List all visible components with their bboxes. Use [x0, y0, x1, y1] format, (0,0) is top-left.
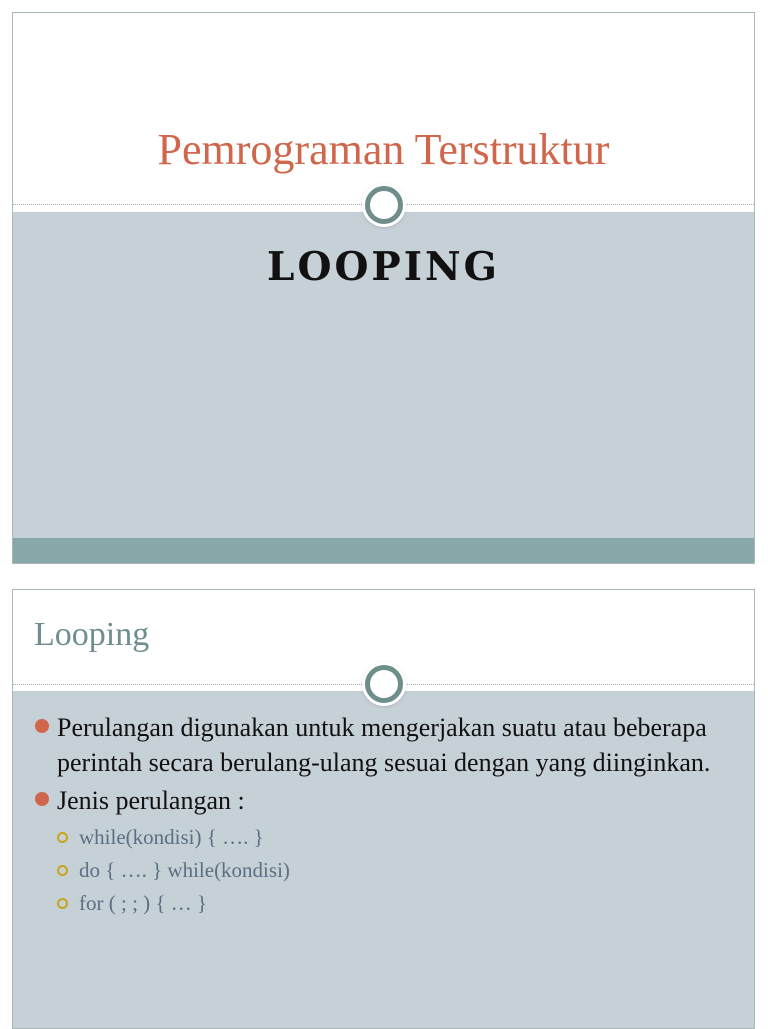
bullet-list — [35, 710, 734, 920]
sub-list-item — [57, 854, 734, 887]
slide-title: Looping — [34, 616, 150, 653]
presentation-title: Pemrograman Terstruktur — [157, 125, 610, 174]
circle-ornament-icon — [365, 665, 403, 703]
subtitle-panel — [13, 212, 754, 538]
sub-bullet-text: do { …. } while(kondisi) — [79, 858, 290, 882]
content-slide — [12, 589, 755, 1029]
sub-list-container — [35, 821, 734, 920]
ring-bullet-icon — [57, 898, 68, 909]
circle-ornament-icon — [365, 186, 403, 224]
title-area — [13, 13, 754, 205]
list-item — [35, 783, 734, 818]
sub-list-item — [57, 821, 734, 854]
title-slide — [12, 12, 755, 564]
sub-bullet-text: for ( ; ; ) { … } — [79, 891, 208, 915]
bullet-dot-icon — [35, 719, 49, 733]
presentation-subtitle: LOOPING — [267, 244, 500, 290]
sub-bullet-list — [57, 821, 734, 920]
list-item — [35, 710, 734, 780]
bullet-text: Jenis perulangan : — [57, 786, 245, 815]
footer-band — [13, 538, 754, 564]
ring-bullet-icon — [57, 865, 68, 876]
sub-list-item — [57, 887, 734, 920]
ring-bullet-icon — [57, 832, 68, 843]
bullet-dot-icon — [35, 792, 49, 806]
sub-bullet-text: while(kondisi) { …. } — [79, 825, 264, 849]
bullet-text: Perulangan digunakan untuk mengerjakan suatu atau beberapa perintah secara berulang-ulang sesuai dengan yang diinginkan. — [57, 713, 711, 777]
